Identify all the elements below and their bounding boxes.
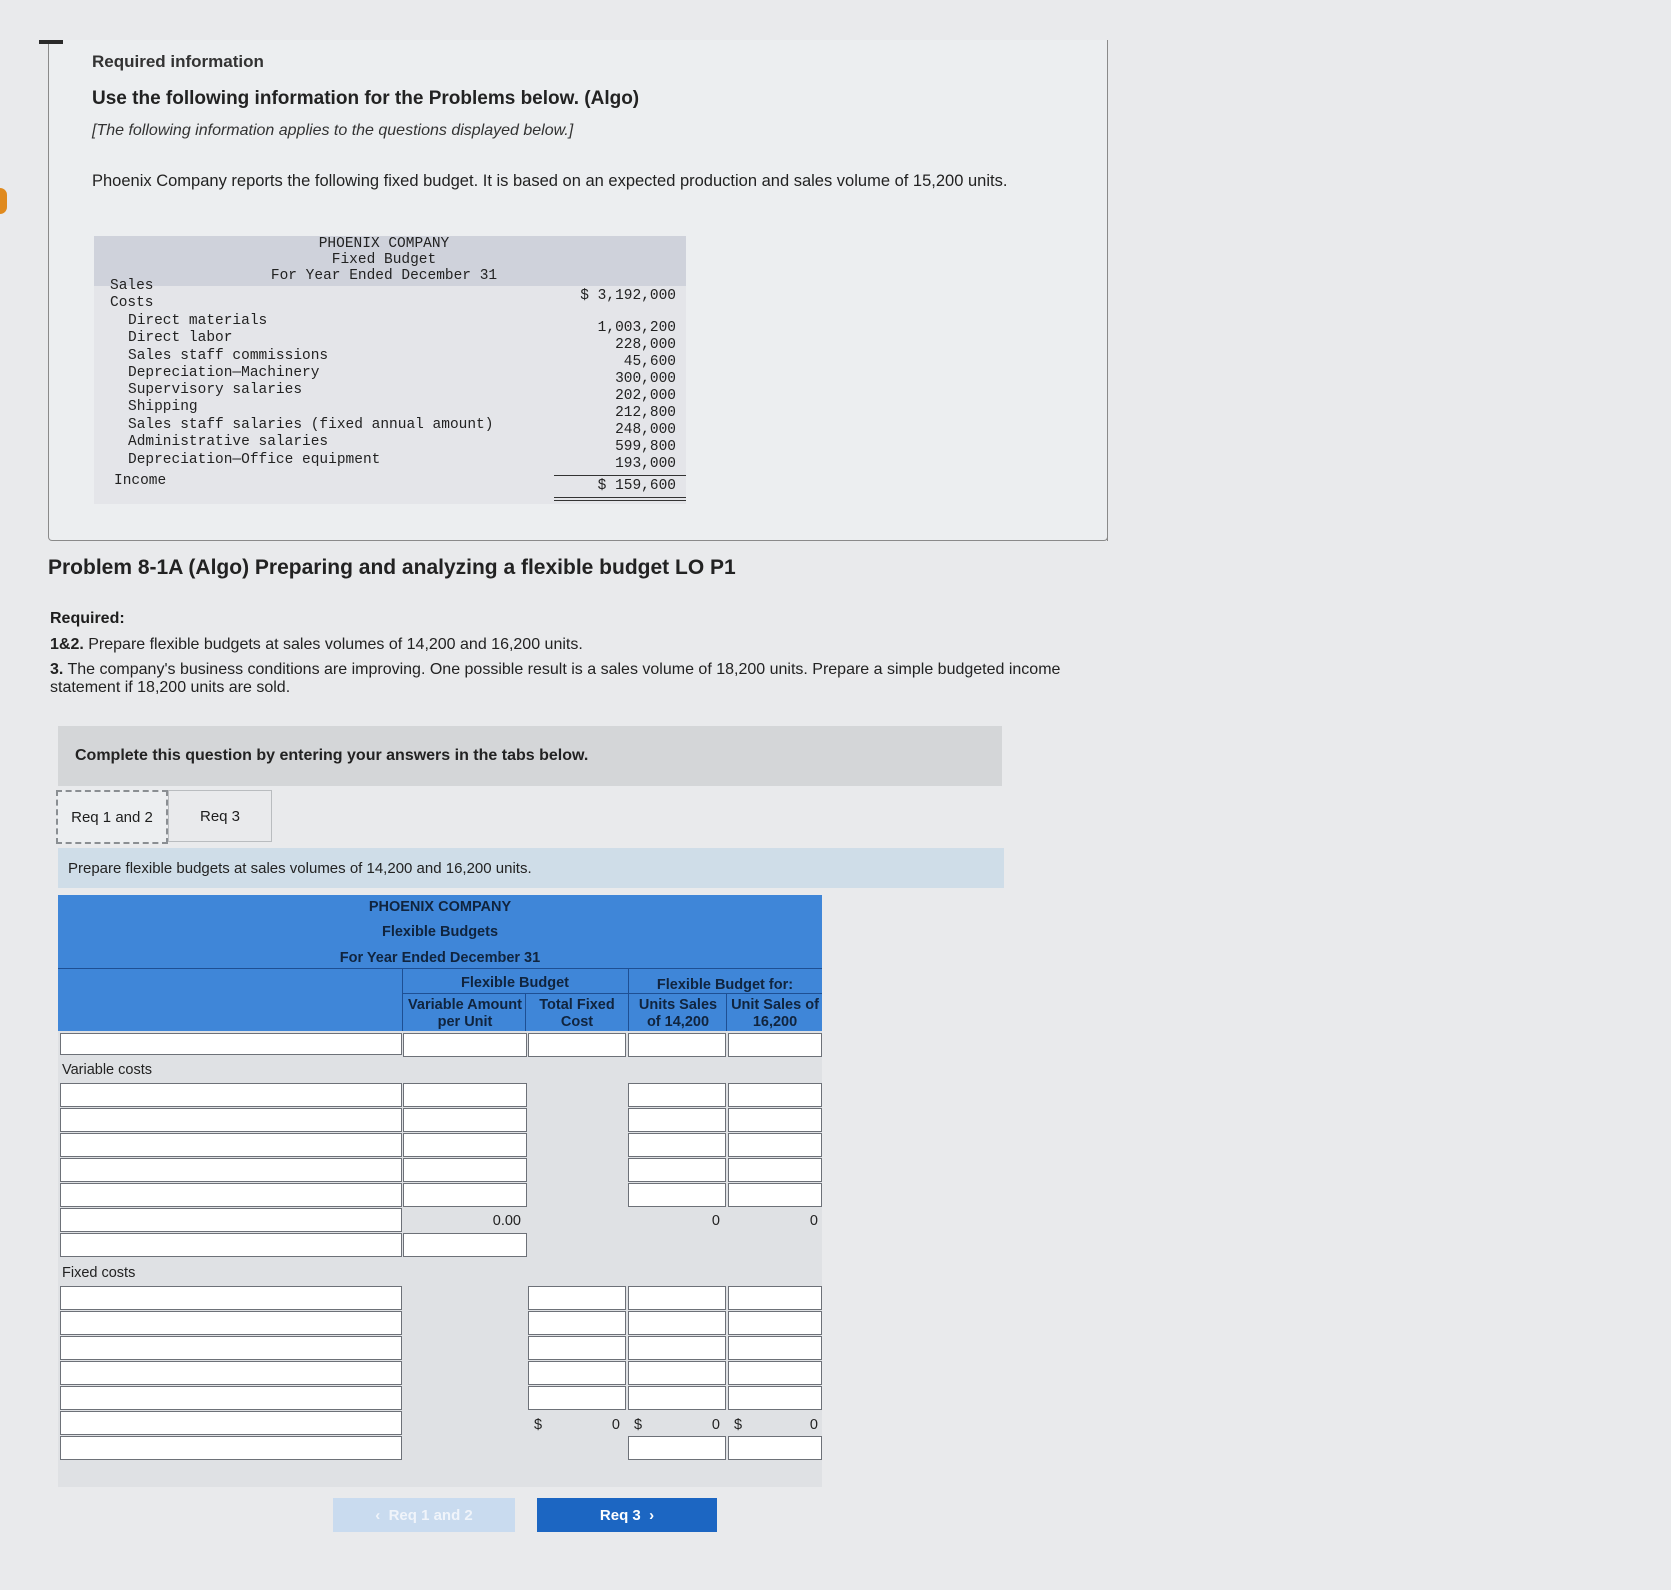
fixed-cost-input[interactable] bbox=[528, 1311, 626, 1335]
fb-subtotal-line bbox=[554, 475, 686, 476]
requirement-1-2 bbox=[50, 636, 1110, 654]
fb-sales-label: Sales bbox=[110, 278, 154, 294]
tab-instruction: Prepare flexible budgets at sales volumes of 14,200 and 16,200 units. bbox=[68, 860, 532, 877]
variable-per-unit-input[interactable] bbox=[403, 1033, 527, 1057]
variable-cost-name-input[interactable] bbox=[60, 1108, 402, 1132]
fixed-costs-label: Fixed costs bbox=[62, 1265, 136, 1281]
flex-title: Flexible Budgets bbox=[381, 924, 499, 940]
units-16200-input[interactable] bbox=[728, 1311, 822, 1335]
fixed-cost-name-input[interactable] bbox=[60, 1361, 402, 1385]
currency-symbol: $ bbox=[734, 1417, 743, 1433]
income-14200-input[interactable] bbox=[628, 1436, 726, 1460]
problem-title: Problem 8-1A (Algo) Preparing and analyzing a flexible budget LO P1 bbox=[48, 556, 736, 579]
fixed-cost-name-input[interactable] bbox=[60, 1336, 402, 1360]
req-3-text: The company's business conditions are improving. One possible result is a sales volume of 18,200 units. Prepare a simple budgeted income statement if 18,200 units are sold. bbox=[50, 661, 1061, 696]
fb-cost-value: 228,000 bbox=[615, 337, 676, 353]
fb-cost-label: Depreciation—Office equipment bbox=[128, 452, 381, 468]
use-following-heading: Use the following information for the Problems below. (Algo) bbox=[92, 88, 640, 109]
income-label-input[interactable] bbox=[60, 1436, 402, 1460]
next-req-label: Req 3 bbox=[599, 1506, 641, 1524]
tab-req-1-and-2[interactable]: Req 1 and 2 bbox=[56, 790, 168, 844]
fb-cost-value: 212,800 bbox=[615, 405, 676, 421]
fixed-budget-header bbox=[94, 236, 686, 286]
required-header: Required: bbox=[50, 610, 125, 627]
total-fixed-cost: 0 bbox=[611, 1417, 620, 1433]
fb-cost-value: 599,800 bbox=[615, 439, 676, 455]
fb-cost-label: Sales staff salaries (fixed annual amount) bbox=[128, 417, 494, 433]
fixed-cost-input[interactable] bbox=[528, 1033, 626, 1057]
side-indicator bbox=[0, 188, 7, 214]
variable-per-unit-input[interactable] bbox=[403, 1108, 527, 1132]
complete-instruction-bar bbox=[58, 726, 1002, 786]
total-variable-label-input[interactable] bbox=[60, 1208, 402, 1232]
fixed-cost-input[interactable] bbox=[528, 1386, 626, 1410]
total-fixed-16200: 0 bbox=[809, 1417, 818, 1433]
fb-title: Fixed Budget bbox=[331, 252, 437, 268]
fixed-cost-name-input[interactable] bbox=[60, 1311, 402, 1335]
units-14200-input[interactable] bbox=[628, 1286, 726, 1310]
fixed-cost-name-input[interactable] bbox=[60, 1386, 402, 1410]
fb-cost-label: Depreciation—Machinery bbox=[128, 365, 320, 381]
flex-company: PHOENIX COMPANY bbox=[368, 899, 512, 915]
applies-note: [The following information applies to the questions displayed below.] bbox=[92, 122, 574, 139]
units-16200-input[interactable] bbox=[728, 1183, 822, 1207]
units-14200-input[interactable] bbox=[628, 1083, 726, 1107]
units-16200-input[interactable] bbox=[728, 1108, 822, 1132]
total-fixed-label-input[interactable] bbox=[60, 1411, 402, 1435]
next-req-button[interactable]: Req 3 › bbox=[537, 1498, 717, 1532]
fb-cost-value: 1,003,200 bbox=[597, 320, 676, 336]
req-3-number: 3. bbox=[50, 661, 64, 678]
fb-cost-value: 300,000 bbox=[615, 371, 676, 387]
req-1-2-text: Prepare flexible budgets at sales volumes of 14,200 and 16,200 units. bbox=[83, 636, 583, 653]
units-14200-input[interactable] bbox=[628, 1386, 726, 1410]
panel-collapse-marker[interactable] bbox=[39, 40, 63, 44]
units-16200-input[interactable] bbox=[728, 1386, 822, 1410]
units-14200-input[interactable] bbox=[628, 1361, 726, 1385]
fb-total-line bbox=[554, 497, 686, 498]
variable-cost-name-input[interactable] bbox=[60, 1083, 402, 1107]
tab-instruction-bar bbox=[58, 848, 1004, 888]
units-14200-input[interactable] bbox=[628, 1158, 726, 1182]
income-16200-input[interactable] bbox=[728, 1436, 822, 1460]
fb-cost-label: Shipping bbox=[128, 399, 198, 415]
units-16200-input[interactable] bbox=[728, 1158, 822, 1182]
complete-instruction: Complete this question by entering your answers in the tabs below. bbox=[75, 747, 589, 764]
fb-cost-value: 193,000 bbox=[615, 456, 676, 472]
fb-cost-value: 202,000 bbox=[615, 388, 676, 404]
fb-income-label: Income bbox=[114, 473, 167, 489]
units-16200-input[interactable] bbox=[728, 1286, 822, 1310]
variable-per-unit-input[interactable] bbox=[403, 1133, 527, 1157]
required-info-heading: Required information bbox=[92, 52, 264, 71]
fb-company: PHOENIX COMPANY bbox=[318, 236, 450, 252]
fb-cost-label: Supervisory salaries bbox=[128, 382, 303, 398]
units-14200-input[interactable] bbox=[628, 1133, 726, 1157]
total-variable-per-unit: 0.00 bbox=[492, 1213, 521, 1229]
fb-cost-value: 248,000 bbox=[615, 422, 676, 438]
fixed-cost-name-input[interactable] bbox=[60, 1286, 402, 1310]
prev-req-label: Req 1 and 2 bbox=[388, 1506, 473, 1524]
fb-cost-label: Direct materials bbox=[128, 313, 268, 329]
flex-group-budget: Flexible Budget bbox=[461, 975, 569, 991]
units-16200-input[interactable] bbox=[728, 1083, 822, 1107]
fb-sales-value: $ 3,192,000 bbox=[580, 288, 676, 304]
prev-req-button[interactable]: ‹ Req 1 and 2 bbox=[333, 1498, 515, 1532]
fb-costs-label: Costs bbox=[110, 295, 154, 311]
col-units-16200: Unit Sales of 16,200 bbox=[731, 997, 819, 1030]
intro-text: Phoenix Company reports the following fixed budget. It is based on an expected production and sales volume of 15,200 units. bbox=[92, 172, 1008, 190]
fb-total-line bbox=[554, 500, 686, 501]
fb-income-value: $ 159,600 bbox=[597, 478, 676, 494]
flexible-budget-header bbox=[58, 895, 822, 1031]
units-14200-input[interactable] bbox=[628, 1311, 726, 1335]
variable-cost-name-input[interactable] bbox=[60, 1183, 402, 1207]
units-14200-input[interactable] bbox=[628, 1336, 726, 1360]
variable-cost-name-input[interactable] bbox=[60, 1158, 402, 1182]
flexible-budget-body bbox=[58, 1031, 822, 1487]
col-variable-per-unit: Variable Amount per Unit bbox=[408, 997, 522, 1030]
fb-cost-value: 45,600 bbox=[623, 354, 676, 370]
tab-req-3[interactable]: Req 3 bbox=[168, 790, 272, 842]
row-label-input[interactable] bbox=[60, 1033, 402, 1055]
contribution-per-unit-input[interactable] bbox=[403, 1233, 527, 1257]
currency-symbol: $ bbox=[534, 1417, 543, 1433]
fixed-budget-body bbox=[94, 278, 686, 504]
units-16200-input[interactable] bbox=[728, 1033, 822, 1057]
fixed-cost-input[interactable] bbox=[528, 1336, 626, 1360]
units-16200-input[interactable] bbox=[728, 1336, 822, 1360]
variable-per-unit-input[interactable] bbox=[403, 1158, 527, 1182]
col-total-fixed-cost: Total Fixed Cost bbox=[539, 997, 615, 1030]
variable-per-unit-input[interactable] bbox=[403, 1083, 527, 1107]
fb-cost-label: Sales staff commissions bbox=[128, 348, 329, 364]
currency-symbol: $ bbox=[634, 1417, 643, 1433]
flex-period: For Year Ended December 31 bbox=[339, 950, 541, 966]
units-16200-input[interactable] bbox=[728, 1361, 822, 1385]
units-14200-input[interactable] bbox=[628, 1183, 726, 1207]
fixed-cost-input[interactable] bbox=[528, 1286, 626, 1310]
total-variable-16200: 0 bbox=[809, 1213, 818, 1229]
total-variable-14200: 0 bbox=[711, 1213, 720, 1229]
units-16200-input[interactable] bbox=[728, 1133, 822, 1157]
fb-cost-label: Administrative salaries bbox=[128, 434, 329, 450]
requirement-3 bbox=[50, 661, 1110, 697]
total-fixed-14200: 0 bbox=[711, 1417, 720, 1433]
fb-cost-label: Direct labor bbox=[128, 330, 233, 346]
units-14200-input[interactable] bbox=[628, 1108, 726, 1132]
col-units-14200: Units Sales of 14,200 bbox=[638, 997, 718, 1030]
units-14200-input[interactable] bbox=[628, 1033, 726, 1057]
variable-cost-name-input[interactable] bbox=[60, 1133, 402, 1157]
flexible-budget-grid bbox=[58, 895, 822, 1487]
variable-per-unit-input[interactable] bbox=[403, 1183, 527, 1207]
req-1-2-number: 1&2. bbox=[50, 636, 84, 653]
fb-period: For Year Ended December 31 bbox=[270, 268, 498, 284]
flex-group-for: Flexible Budget for: bbox=[656, 977, 794, 993]
variable-costs-label: Variable costs bbox=[62, 1062, 152, 1078]
contribution-label-input[interactable] bbox=[60, 1233, 402, 1257]
fixed-cost-input[interactable] bbox=[528, 1361, 626, 1385]
